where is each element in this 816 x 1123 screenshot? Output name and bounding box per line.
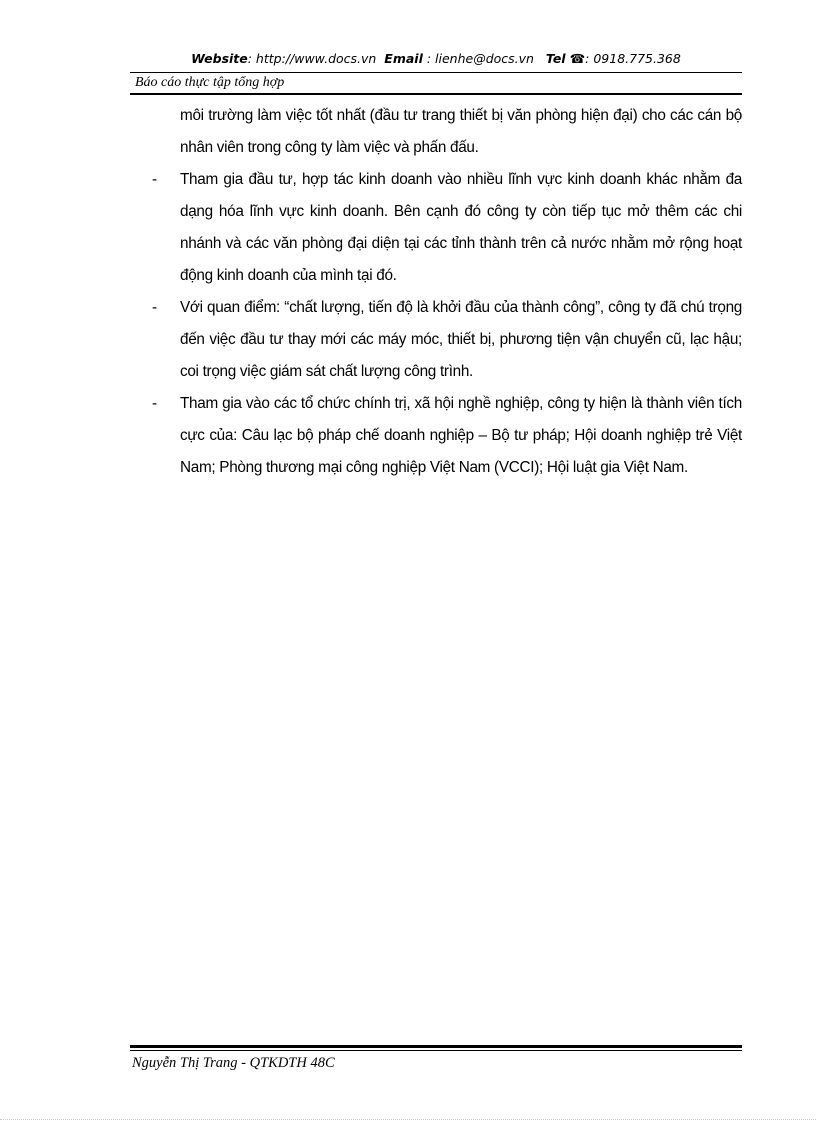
paragraph-1 — [152, 100, 742, 164]
paragraph-text: môi trường làm việc tốt nhất (đầu tư trang thiết bị văn phòng hiện đại) cho các cán bộ nhân viên trong công ty làm việc và phấn đấu. — [180, 107, 742, 156]
website-value: : http://www.docs.vn — [247, 51, 377, 66]
tel-label: Tel — [545, 51, 566, 66]
footer-divider-bold — [130, 1045, 742, 1048]
contact-bar — [130, 51, 742, 71]
page-edge — [0, 1119, 816, 1120]
email-label: Email — [384, 51, 423, 66]
paragraph-text: Tham gia đầu tư, hợp tác kinh doanh vào nhiều lĩnh vực kinh doanh khác nhằm đa dạng hóa lĩnh vực kinh doanh. Bên cạnh đó công ty còn tiếp tục mở thêm các chi nhánh và các văn phòng đại diện tại các tỉnh thành trên cả nước nhằm mở rộng hoạt động kinh doanh của mình tại đó. — [180, 171, 742, 284]
bullet-dash: - — [152, 395, 157, 412]
bullet-dash: - — [152, 171, 157, 188]
header-divider — [130, 72, 742, 73]
website-label: Website — [191, 51, 248, 66]
paragraph-text: Với quan điểm: “chất lượng, tiến độ là khởi đầu của thành công”, công ty đã chú trọng đến việc đầu tư thay mới các máy móc, thiết bị, phương tiện vận chuyển cũ, lạc hậu; coi trọng việc giám sát chất lượng công trình. — [180, 299, 742, 380]
paragraph-3 — [152, 292, 742, 388]
bullet-dash: - — [152, 299, 157, 316]
footer-divider — [130, 1050, 742, 1051]
paragraph-text: Tham gia vào các tổ chức chính trị, xã hội nghề nghiệp, công ty hiện là thành viên tích cực của: Câu lạc bộ pháp chế doanh nghiệp – Bộ tư pháp; Hội doanh nghiệp trẻ Việt Nam; Phòng thương mại công nghiệp Việt Nam (VCCI); Hội luật gia Việt Nam. — [180, 395, 742, 476]
running-title: Báo cáo thực tập tổng hợp — [135, 75, 285, 90]
footer-author: Nguyễn Thị Trang - QTKDTH 48C — [132, 1055, 335, 1071]
email-value: : lienhe@docs.vn — [426, 51, 534, 66]
phone-icon: ☎ — [569, 51, 586, 66]
paragraph-4 — [152, 388, 742, 484]
tel-value: : 0918.775.368 — [585, 51, 681, 66]
header-divider-bold — [130, 93, 742, 95]
paragraph-2 — [152, 164, 742, 292]
document-body — [152, 100, 742, 484]
